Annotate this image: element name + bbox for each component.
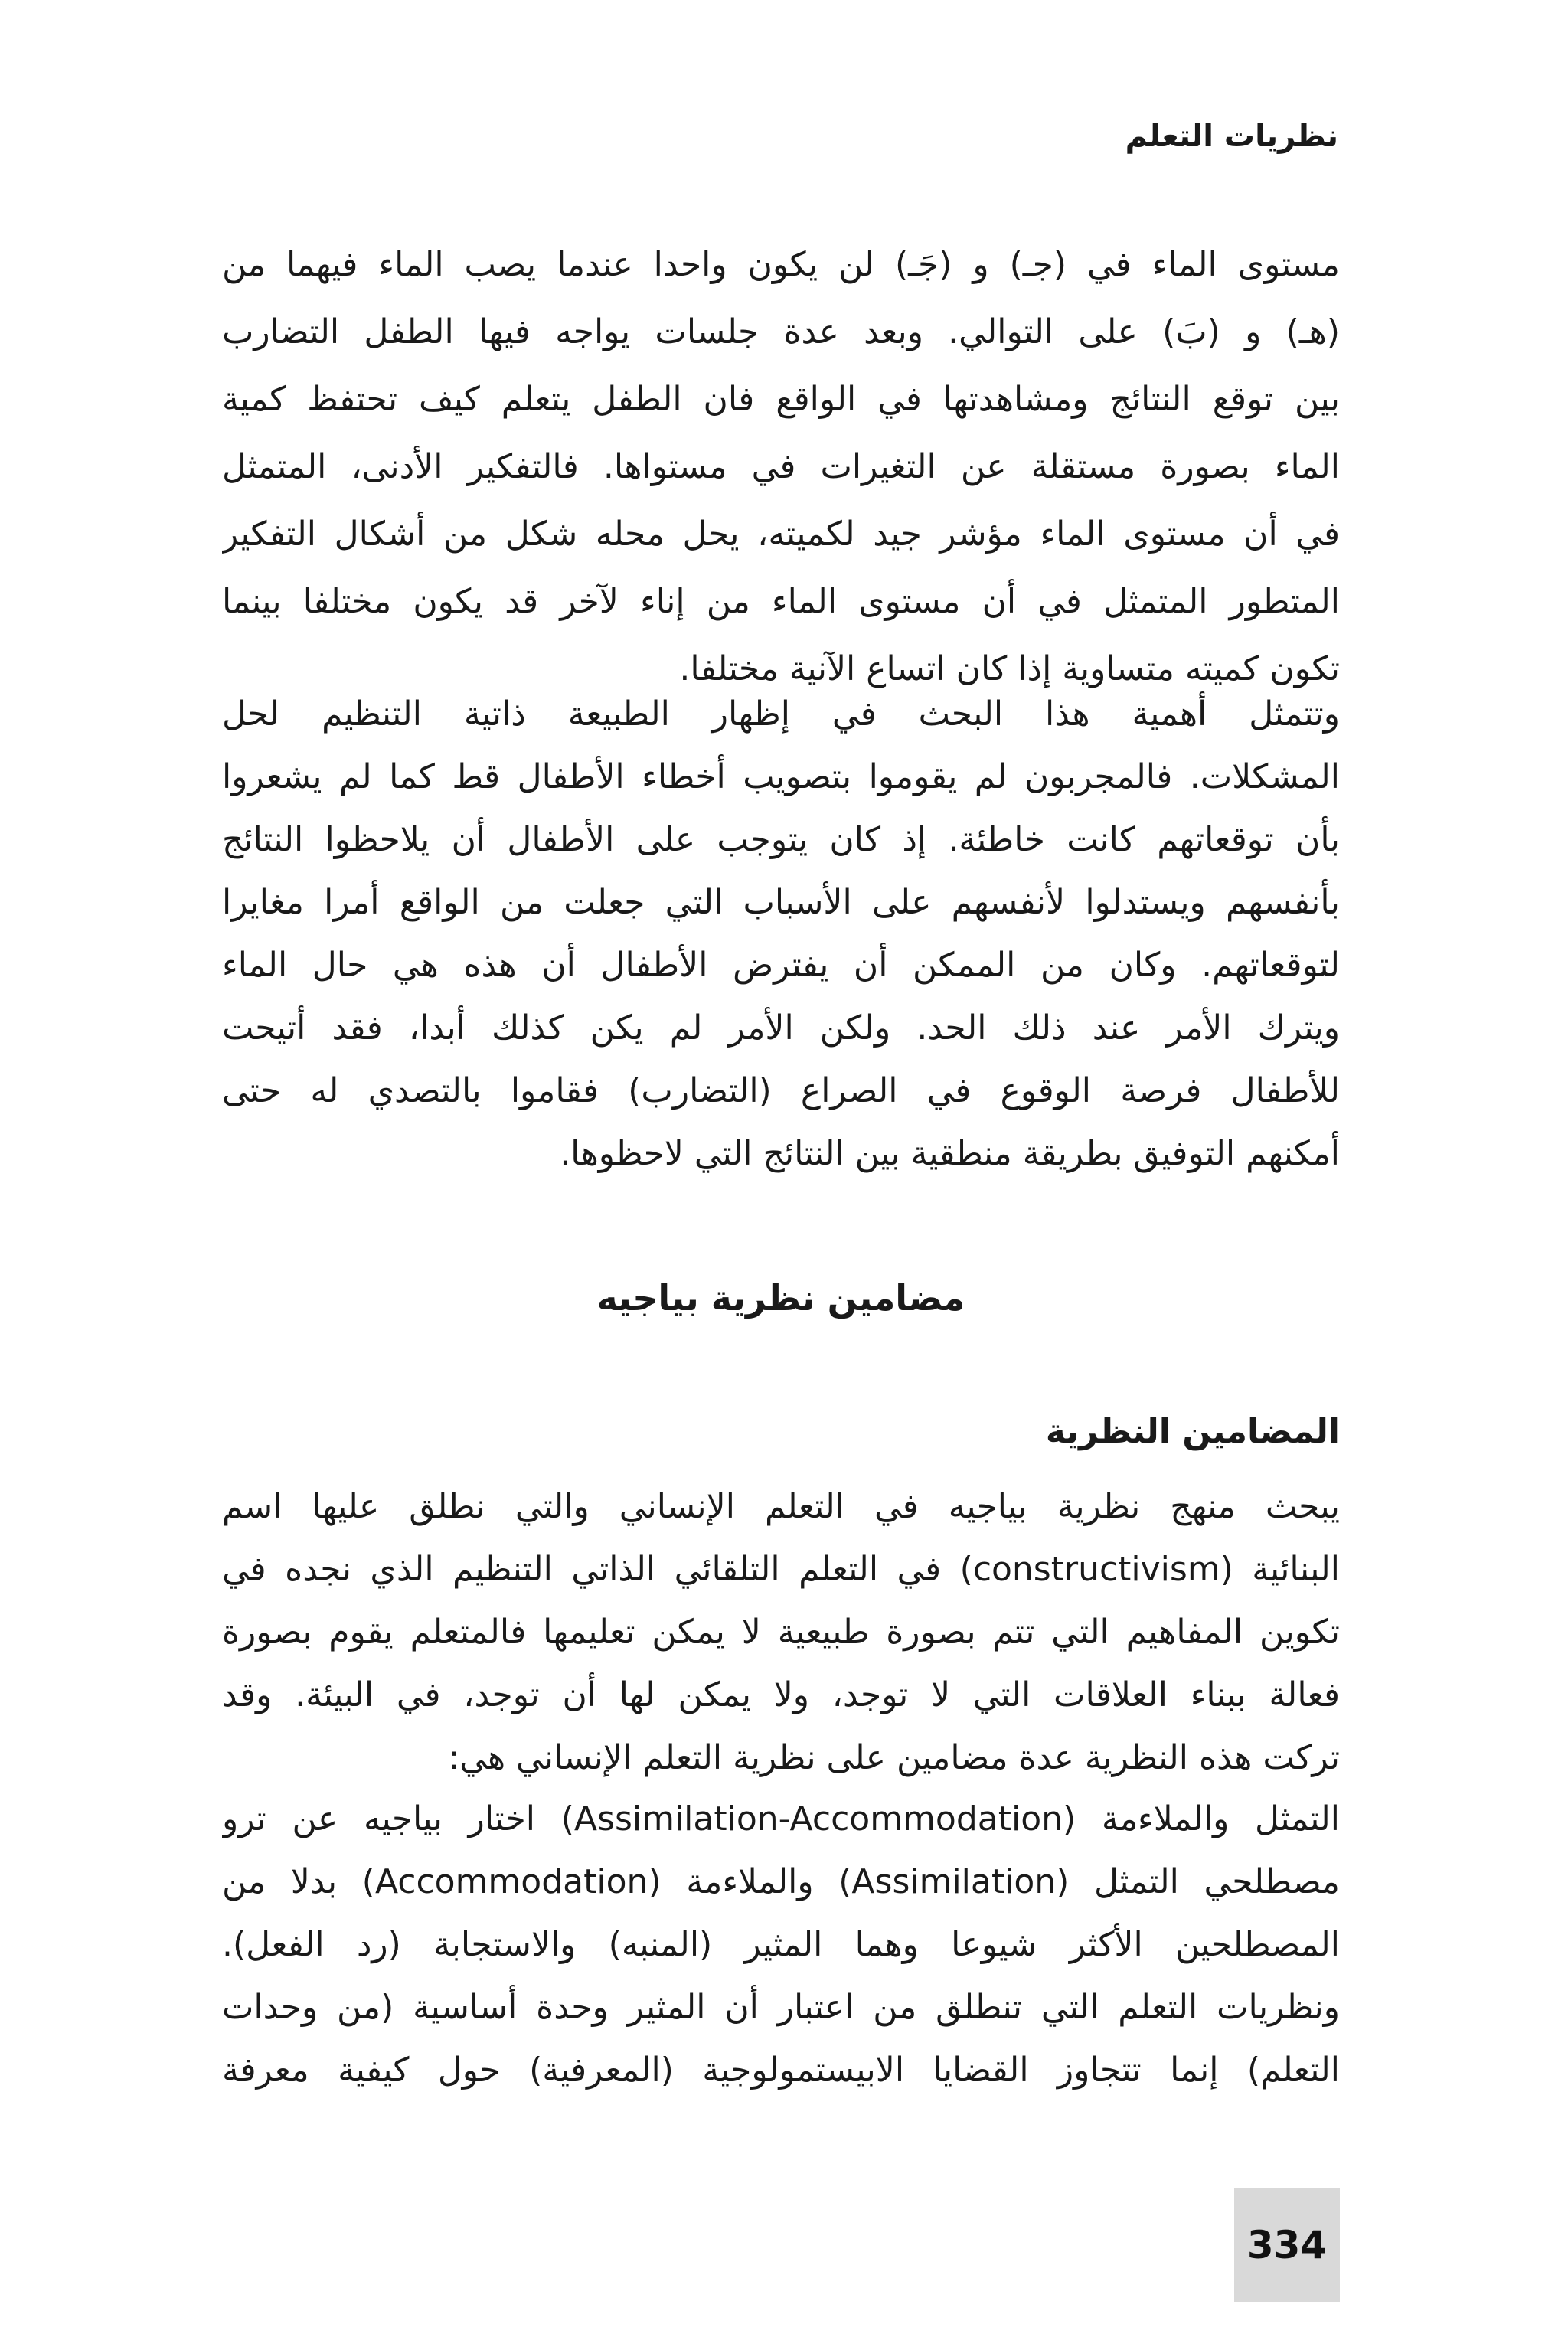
- text-line: يبحث منهج نظرية بياجيه في التعلم الإنساني والتي نطلق عليها اسم: [222, 1487, 1340, 1526]
- running-header: نظريات التعلم: [1125, 119, 1338, 154]
- text-line: المشكلات. فالمجربون لم يقوموا بتصويب أخطاء الأطفال قط كما لم يشعروا: [222, 757, 1340, 796]
- text-line: فعالة ببناء العلاقات التي لا توجد، ولا يمكن لها أن توجد، في البيئة. وقد: [222, 1675, 1340, 1714]
- text-line: لتوقعاتهم. وكان من الممكن أن يفترض الأطفال أن هذه هي حال الماء: [222, 946, 1340, 985]
- text-line: الماء بصورة مستقلة عن التغيرات في مستواها. فالتفكير الأدنى، المتمثل: [222, 447, 1340, 486]
- text-line: التمثل والملاءمة (Assimilation-Accommodation) اختار بياجيه عن ترو: [222, 1799, 1340, 1838]
- paragraph-water-level: [222, 231, 1340, 703]
- text-line: ويترك الأمر عند ذلك الحد. ولكن الأمر لم يكن كذلك أبدا، فقد أتيحت: [222, 1008, 1340, 1048]
- paragraph-constructivism: [222, 1476, 1340, 1789]
- page-number: 334: [1246, 2223, 1328, 2267]
- text-line: وتتمثل أهمية هذا البحث في إظهار الطبيعة ذاتية التنظيم لحل: [222, 695, 1340, 734]
- text-line: المتطور المتمثل في أن مستوى الماء من إناء لآخر قد يكون مختلفا بينما: [222, 582, 1340, 621]
- text-line: البنائية (constructivism) في التعلم التلقائي الذاتي التنظيم الذي نجده في: [222, 1550, 1340, 1589]
- text-line: تركت هذه النظرية عدة مضامين على نظرية التعلم الإنساني هي:: [448, 1738, 1340, 1777]
- section-title: مضامين نظرية بياجيه: [596, 1277, 965, 1319]
- text-line: بأنفسهم ويستدلوا لأنفسهم على الأسباب التي جعلت من الواقع أمرا مغايرا: [222, 883, 1340, 922]
- text-line: (هـ) و (بَ) على التوالي. وبعد عدة جلسات يواجه فيها الطفل التضارب: [222, 312, 1340, 351]
- text-line: مستوى الماء في (جـ) و (جَـ) لن يكون واحدا عندما يصب الماء فيهما من: [222, 245, 1340, 284]
- text-line: أمكنهم التوفيق بطريقة منطقية بين النتائج التي لاحظوها.: [560, 1134, 1340, 1173]
- paragraph-self-regulation: [222, 683, 1340, 1185]
- text-line: في أن مستوى الماء مؤشر جيد لكميته، يحل محله شكل من أشكال التفكير: [222, 515, 1340, 554]
- text-line: المصطلحين الأكثر شيوعا وهما المثير (المنبه) والاستجابة (رد الفعل).: [222, 1925, 1340, 1964]
- paragraph-assimilation: [222, 1788, 1340, 2102]
- text-line: تكوين المفاهيم التي تتم بصورة طبيعية لا يمكن تعليمها فالمتعلم يقوم بصورة: [222, 1613, 1340, 1652]
- text-line: مصطلحي التمثل (Assimilation) والملاءمة (Accommodation) بدلا من: [222, 1862, 1340, 1901]
- subsection-title: المضامين النظرية: [1045, 1412, 1340, 1451]
- page-number-box: [1234, 2188, 1340, 2302]
- text-line: للأطفال فرصة الوقوع في الصراع (التضارب) فقاموا بالتصدي له حتى: [222, 1071, 1340, 1110]
- text-line: ونظريات التعلم التي تنطلق من اعتبار أن المثير وحدة أساسية (من وحدات: [222, 1988, 1340, 2027]
- text-line: التعلم) إنما تتجاوز القضايا الابيستمولوجية (المعرفية) حول كيفية معرفة: [222, 2051, 1340, 2090]
- text-line: بأن توقعاتهم كانت خاطئة. إذ كان يتوجب على الأطفال أن يلاحظوا النتائج: [222, 820, 1340, 859]
- text-line: بين توقع النتائج ومشاهدتها في الواقع فان الطفل يتعلم كيف تحتفظ كمية: [222, 380, 1340, 419]
- text-line: تكون كميته متساوية إذا كان اتساع الآنية مختلفا.: [679, 649, 1340, 688]
